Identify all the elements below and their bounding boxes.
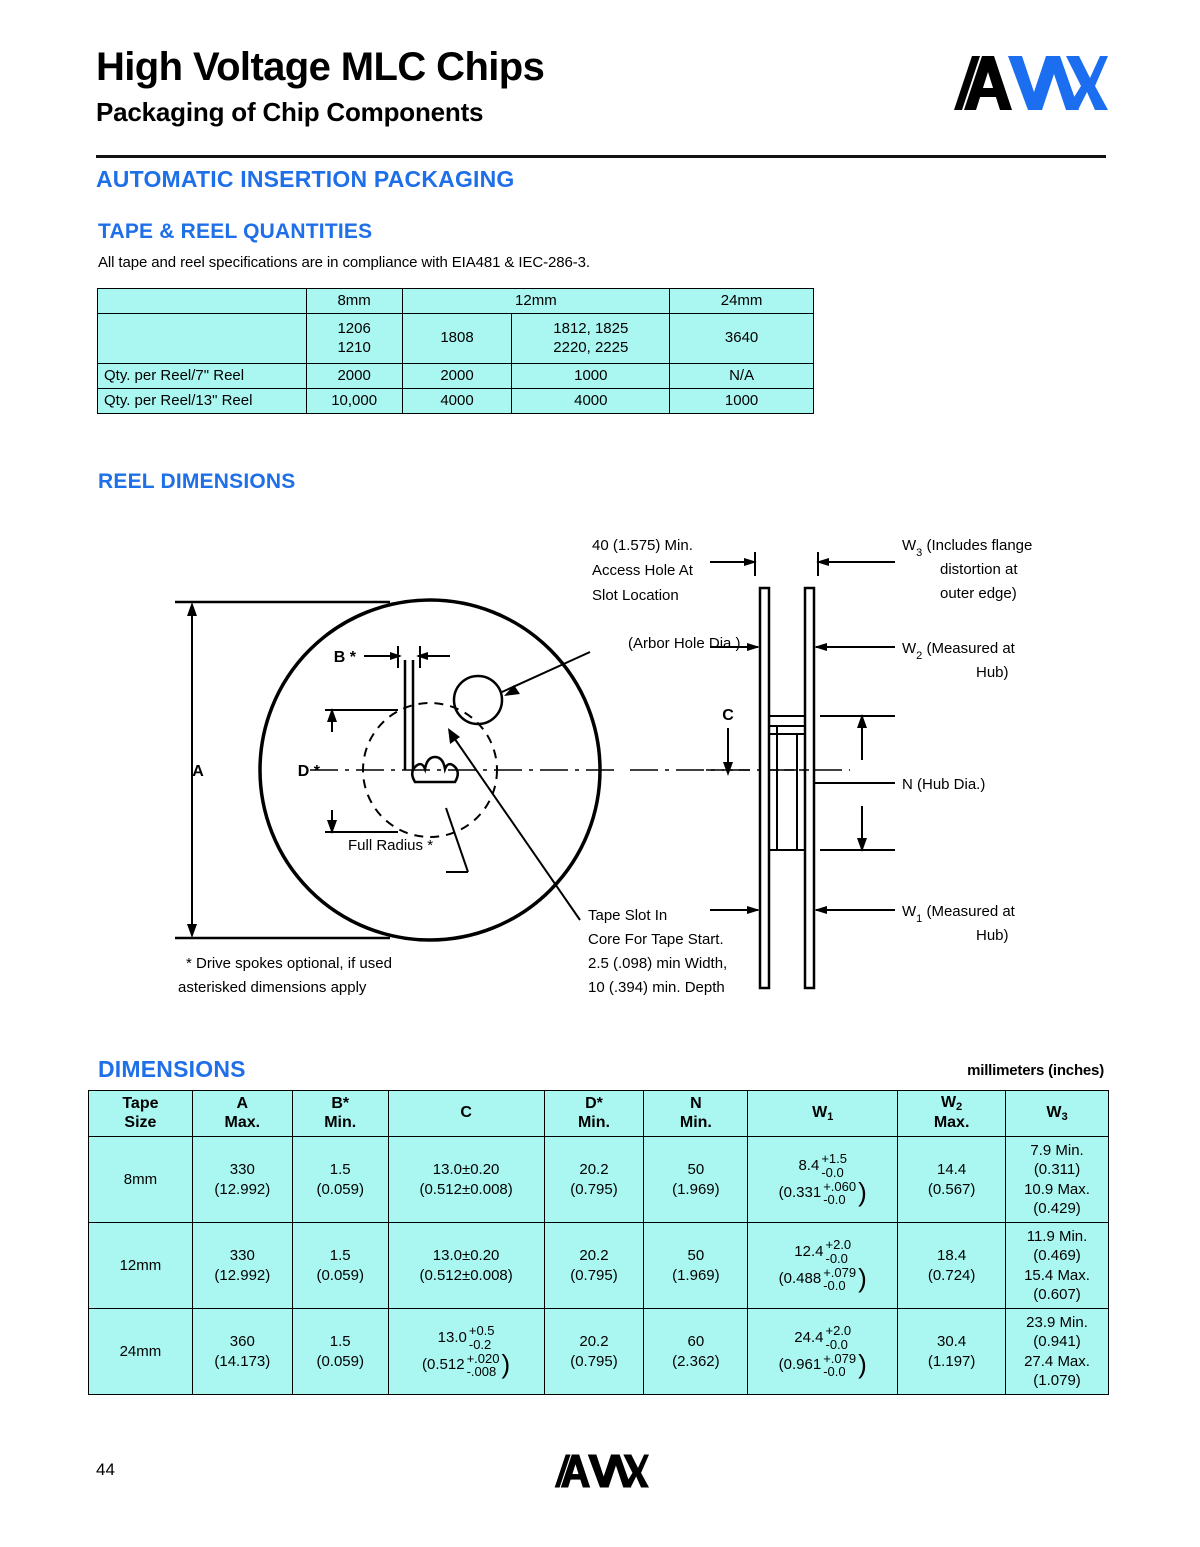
cell-w1 (748, 1137, 898, 1223)
header-d (544, 1091, 644, 1137)
cell-n (644, 1309, 748, 1395)
size-12mm-line1: 1812, 1825 (553, 319, 629, 337)
label-tape-slot-line4: 10 (.394) min. Depth (588, 979, 725, 996)
cell-7in-24mm: N/A (670, 364, 814, 389)
cell-c-mm: 13.0±0.20 (432, 1161, 500, 1178)
cell-w3-max-in: (0.429) (1033, 1200, 1081, 1217)
table-row (89, 1137, 1109, 1223)
dimensions-table (88, 1090, 1109, 1395)
header-tape-size (89, 1091, 193, 1137)
heading-tape-reel-quantities: TAPE & REEL QUANTITIES (98, 220, 373, 243)
cell-7in-12mm-b: 1000 (512, 364, 670, 389)
cell-w2-in: (0.724) (927, 1266, 976, 1284)
header-d-l1: D* (585, 1095, 603, 1113)
cell-n (644, 1137, 748, 1223)
cell-w2-in: (0.567) (927, 1180, 976, 1198)
header-cell-8mm: 8mm (306, 289, 402, 314)
label-arbor-hole: (Arbor Hole Dia.) (628, 635, 741, 652)
cell-w1-in-close-paren: ) (858, 1177, 867, 1208)
cell-a-in: (12.992) (214, 1180, 271, 1198)
cell-w1-in-base: (0.488 (778, 1270, 822, 1288)
cell-row-label-7in: Qty. per Reel/7" Reel (98, 364, 307, 389)
cell-d (544, 1137, 644, 1223)
label-access-hole-line2: Access Hole At (592, 562, 693, 579)
cell-w2 (898, 1309, 1006, 1395)
access-hole-circle (454, 676, 502, 724)
label-w2-line1: $W_2$ (Measured at (902, 640, 1015, 662)
cell-c-mm-tol (469, 1324, 495, 1351)
leader-tape-slot (450, 732, 580, 920)
leader-full-radius (446, 808, 468, 872)
cell-c-in-tol (467, 1352, 500, 1379)
cell-w2-mm: 18.4 (937, 1247, 967, 1264)
cell-w2 (898, 1223, 1006, 1309)
cell-w1-mm-base: 12.4 (794, 1243, 824, 1261)
cell-w3-max-mm: 27.4 Max. (1024, 1352, 1090, 1370)
cell-w3-min-mm: 7.9 Min. (1030, 1141, 1084, 1159)
side-view-right-flange (805, 588, 814, 988)
cell-w1-in-close-paren: ) (858, 1263, 867, 1294)
cell-n-mm: 50 (687, 1161, 705, 1178)
cell-n-in: (2.362) (672, 1352, 720, 1370)
cell-n-mm: 60 (687, 1333, 705, 1350)
label-tape-slot-line1: Tape Slot In (588, 907, 668, 924)
cell-w1-mm-plus: +2.0 (825, 1237, 852, 1253)
cell-b-mm: 1.5 (329, 1161, 351, 1178)
tape-reel-quantities-table (97, 288, 814, 414)
cell-w1-in-close-paren: ) (858, 1349, 867, 1380)
reel-dimensions-diagram (150, 520, 1130, 1040)
cell-d (544, 1223, 644, 1309)
cell-7in-8mm: 2000 (306, 364, 402, 389)
dim-w2-arrow-right (814, 643, 827, 651)
cell-w1-mm (794, 1238, 851, 1265)
cell-w3-min-mm: 11.9 Min. (1026, 1227, 1088, 1245)
cell-d-mm: 20.2 (579, 1247, 609, 1264)
cell-n-in: (1.969) (672, 1180, 720, 1198)
label-tape-slot-line2: Core For Tape Start. (588, 931, 724, 948)
heading-automatic-insertion: AUTOMATIC INSERTION PACKAGING (96, 166, 515, 192)
header-w2-l1: $W_2$ (940, 1094, 963, 1114)
cell-w3-max-in: (0.607) (1033, 1286, 1081, 1303)
cell-c-mm (438, 1324, 495, 1351)
cell-w1-in (752, 1349, 893, 1380)
page-title: High Voltage MLC Chips (96, 45, 545, 89)
heading-dimensions: DIMENSIONS (98, 1056, 246, 1082)
cell-c-in-close-paren: ) (501, 1349, 511, 1380)
cell-a-in: (14.173) (214, 1352, 271, 1370)
cell-13in-8mm: 10,000 (306, 389, 402, 414)
cell-w1-in (752, 1177, 893, 1208)
cell-w1-mm-plus: +1.5 (821, 1151, 847, 1167)
cell-w1 (748, 1223, 898, 1309)
table-row (89, 1223, 1109, 1309)
page-number: 44 (96, 1460, 115, 1479)
cell-b (292, 1223, 388, 1309)
header-w2-l2: Max. (933, 1114, 970, 1132)
dim-label-d: D * (297, 763, 320, 780)
cell-b-in: (0.059) (316, 1180, 364, 1198)
header-a-l2: Max. (224, 1113, 261, 1131)
header-a-l1: A (236, 1095, 249, 1113)
leader-tape-slot-arrow (448, 728, 460, 744)
header-cell-blank (98, 289, 307, 314)
cell-w3-min-mm: 23.9 Min. (1026, 1313, 1088, 1331)
header-c-l1: C (460, 1104, 472, 1122)
cell-row-label-13in: Qty. per Reel/13" Reel (98, 389, 307, 414)
cell-c-mm-minus: -0.2 (468, 1336, 492, 1352)
cell-w1-mm-tol (826, 1324, 852, 1351)
page-subtitle: Packaging of Chip Components (96, 97, 484, 127)
header-w1: $W_1$ (748, 1091, 898, 1137)
cell-d-in: (0.795) (570, 1180, 618, 1198)
cell-w1-mm (798, 1152, 847, 1179)
label-w1-line1: $W_1$ (Measured at (902, 903, 1015, 925)
cell-c-in-minus: -.008 (466, 1364, 497, 1380)
cell-w2-in: (1.197) (927, 1352, 976, 1370)
label-w1-line2: Hub) (976, 927, 1009, 944)
dim-a-arrow-up (187, 602, 197, 616)
table-row (98, 364, 814, 389)
cell-c (388, 1223, 544, 1309)
cell-d-mm: 20.2 (579, 1161, 609, 1178)
cell-b (292, 1309, 388, 1395)
cell-w1-mm-minus: -0.0 (825, 1336, 848, 1352)
dim-b-arrow-left (390, 652, 402, 660)
size-8mm-line2: 1210 (337, 338, 371, 356)
cell-w3-min-in: (0.469) (1033, 1247, 1081, 1264)
table-header-row (98, 289, 814, 314)
cell-n-mm: 50 (687, 1247, 705, 1264)
label-full-radius: Full Radius * (348, 837, 434, 854)
cell-w1-mm-minus: -0.0 (821, 1164, 844, 1180)
table-row-chip-sizes (98, 314, 814, 364)
cell-c-in: (0.512±0.008) (419, 1266, 513, 1284)
cell-c (388, 1137, 544, 1223)
cell-w3-min-in: (0.941) (1033, 1333, 1081, 1350)
cell-b (292, 1137, 388, 1223)
units-note: millimeters (inches) (967, 1062, 1104, 1079)
size-8mm-line1: 1206 (337, 319, 371, 337)
cell-d-in: (0.795) (570, 1352, 618, 1370)
cell-w2-mm: 14.4 (937, 1161, 967, 1178)
cell-sizes-8mm (306, 314, 402, 364)
heading-reel-dimensions: REEL DIMENSIONS (98, 470, 296, 493)
header-cell-24mm: 24mm (670, 289, 814, 314)
label-tape-slot-line3: 2.5 (.098) min Width, (588, 955, 728, 972)
cell-a (192, 1223, 292, 1309)
header-a (192, 1091, 292, 1137)
cell-c-mm-base: 13.0 (437, 1329, 467, 1347)
cell-b-in: (0.059) (316, 1266, 364, 1284)
cell-w2-mm: 30.4 (937, 1333, 967, 1350)
cell-a (192, 1137, 292, 1223)
cell-sizes-12mm-a: 1808 (402, 314, 512, 364)
cell-w1-in (752, 1263, 893, 1294)
label-access-hole-line1: 40 (1.575) Min. (592, 537, 693, 554)
cell-b-mm: 1.5 (329, 1247, 351, 1264)
label-w3-line1: $W_3$ (Includes flange (902, 537, 1033, 559)
cell-w1-in-plus: +.079 (823, 1264, 857, 1280)
cell-w3 (1006, 1137, 1109, 1223)
size-12mm-line2: 2220, 2225 (553, 338, 629, 356)
dim-w1-arrow-right (814, 906, 827, 914)
cell-w1-in-minus: -0.0 (823, 1364, 846, 1380)
cell-w3-max-in: (1.079) (1033, 1372, 1081, 1389)
cell-w1-in-tol (823, 1266, 856, 1293)
dim-w1-arrow-left (747, 906, 760, 914)
header-n-l2: Min. (679, 1113, 712, 1131)
cell-13in-12mm-b: 4000 (512, 389, 670, 414)
dim-b-arrow-right (416, 652, 428, 660)
compliance-note: All tape and reel specifications are in compliance with EIA481 & IEC-286-3. (98, 254, 590, 271)
header-w3: $W_3$ (1006, 1091, 1109, 1137)
cell-d (544, 1309, 644, 1395)
header-d-l2: Min. (577, 1113, 610, 1131)
label-w2-line2: Hub) (976, 664, 1009, 681)
cell-w3-min-in: (0.311) (1033, 1161, 1081, 1178)
cell-tape-size: 8mm (89, 1137, 193, 1223)
cell-b-in: (0.059) (316, 1352, 364, 1370)
header-tape-size-l1: Tape (122, 1095, 159, 1113)
cell-w1-mm-tol (826, 1238, 852, 1265)
cell-w1 (748, 1309, 898, 1395)
table-row (89, 1309, 1109, 1395)
table-row (98, 389, 814, 414)
label-w3-line3: outer edge) (940, 585, 1017, 602)
header-b (292, 1091, 388, 1137)
dim-label-a: A (192, 763, 204, 780)
cell-tape-size: 12mm (89, 1223, 193, 1309)
cell-sizes-12mm-b (512, 314, 670, 364)
cell-n (644, 1223, 748, 1309)
label-w3-line2: distortion at (940, 561, 1018, 578)
dim-label-c: C (722, 707, 734, 724)
cell-w1-in-base: (0.961 (778, 1356, 822, 1374)
dim-a-arrow-down (187, 924, 197, 938)
cell-d-in: (0.795) (570, 1266, 618, 1284)
avx-logo (948, 52, 1108, 114)
cell-w1-mm-base: 8.4 (798, 1157, 820, 1175)
cell-w1-in-base: (0.331 (778, 1184, 822, 1202)
cell-w3-max-mm: 15.4 Max. (1024, 1266, 1090, 1284)
cell-13in-12mm-a: 4000 (402, 389, 512, 414)
cell-c-mm: 13.0±0.20 (432, 1247, 500, 1264)
cell-w1-mm (794, 1324, 851, 1351)
cell-w3 (1006, 1309, 1109, 1395)
cell-c (388, 1309, 544, 1395)
cell-sizes-label (98, 314, 307, 364)
dim-label-b: B * (333, 649, 356, 666)
header-n-l1: N (690, 1095, 702, 1113)
cell-c-in: (0.512±0.008) (419, 1180, 513, 1198)
dim-c-arrow (723, 762, 733, 776)
cell-a (192, 1309, 292, 1395)
cell-a-mm: 360 (229, 1333, 255, 1350)
header-n (644, 1091, 748, 1137)
label-spokes-note-line1: * Drive spokes optional, if used (186, 955, 392, 972)
cell-c-mm-plus: +0.5 (468, 1323, 495, 1339)
header-b-l2: Min. (324, 1113, 357, 1131)
table-header-row (89, 1091, 1109, 1137)
header-cell-12mm: 12mm (402, 289, 670, 314)
cell-w3 (1006, 1223, 1109, 1309)
label-spokes-note-line2: asterisked dimensions apply (178, 979, 367, 996)
header-w2 (898, 1091, 1006, 1137)
cell-sizes-24mm: 3640 (670, 314, 814, 364)
cell-a-mm: 330 (229, 1161, 255, 1178)
cell-w2 (898, 1137, 1006, 1223)
header-b-l1: B* (331, 1095, 350, 1113)
cell-b-mm: 1.5 (329, 1333, 351, 1350)
header-tape-size-l2: Size (124, 1113, 157, 1131)
dim-w2-arrow-left (747, 643, 760, 651)
cell-w1-mm-base: 24.4 (794, 1329, 824, 1347)
cell-w3-max-mm: 10.9 Max. (1024, 1180, 1090, 1198)
cell-13in-24mm: 1000 (670, 389, 814, 414)
cell-c-in (393, 1349, 540, 1380)
header-divider (96, 155, 1106, 158)
cell-d-mm: 20.2 (579, 1333, 609, 1350)
cell-w1-in-tol (823, 1180, 856, 1207)
cell-w1-in-plus: +.060 (823, 1178, 857, 1194)
avx-logo-footer (548, 1452, 652, 1490)
cell-w1-in-plus: +.079 (823, 1350, 857, 1366)
cell-c-in-plus: +.020 (466, 1350, 500, 1366)
side-view-left-flange (760, 588, 769, 988)
label-n-hub-dia: N (Hub Dia.) (902, 776, 986, 793)
cell-w1-in-minus: -0.0 (823, 1192, 846, 1208)
cell-7in-12mm-a: 2000 (402, 364, 512, 389)
cell-c-in-base: (0.512 (422, 1356, 465, 1374)
cell-w1-mm-minus: -0.0 (825, 1250, 848, 1266)
cell-a-mm: 330 (229, 1247, 255, 1264)
cell-a-in: (12.992) (214, 1266, 271, 1284)
cell-w1-mm-plus: +2.0 (825, 1323, 852, 1339)
header-c (388, 1091, 544, 1137)
cell-w1-in-tol (823, 1352, 856, 1379)
cell-n-in: (1.969) (672, 1266, 720, 1284)
cell-w1-in-minus: -0.0 (823, 1278, 846, 1294)
label-access-hole-line3: Slot Location (592, 587, 679, 604)
cell-tape-size: 24mm (89, 1309, 193, 1395)
cell-w1-mm-tol (821, 1152, 847, 1179)
